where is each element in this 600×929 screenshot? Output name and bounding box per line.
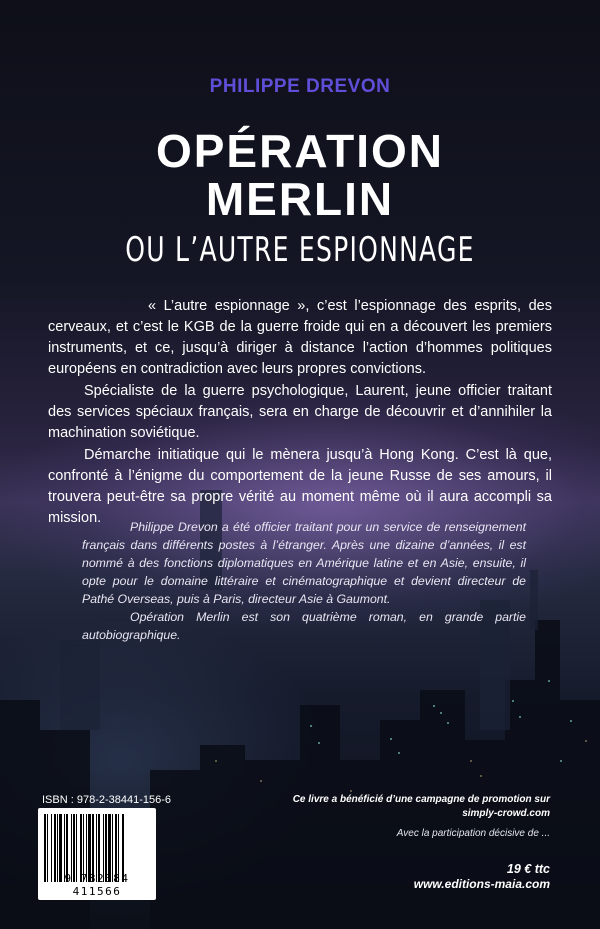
publisher-website: www.editions-maia.com: [413, 877, 550, 891]
book-title-line-1: OPÉRATION: [155, 125, 445, 177]
barcode-number: 9 782384 411566: [64, 872, 130, 898]
promo-note: Ce livre a bénéficié d’une campagne de promotion sur simply-crowd.com: [292, 794, 550, 819]
isbn-barcode: [38, 808, 156, 900]
book-title-line-2: MERLIN: [205, 173, 395, 225]
participation-note: Avec la participation décisive de ...: [396, 828, 550, 839]
author-bio: [82, 518, 526, 644]
synopsis: [48, 296, 552, 530]
synopsis-paragraph: Spécialiste de la guerre psychologique, Laurent, jeune officier traitant des services spéciaux français, sera en charge de découvrir et d’annihiler la machination soviétique.: [48, 383, 552, 441]
synopsis-paragraph: Démarche initiatique qui le mènera jusqu’à Hong Kong. C’est là que, confronté à l’énigme du comportement de la jeune Russe de ses amours, il trouvera peut-être sa propre vérité au moment même où il aura accompli sa mission.: [48, 447, 552, 526]
price: 19 € ttc: [506, 862, 550, 876]
isbn-label: ISBN : 978-2-38441-156-6: [42, 794, 172, 806]
bio-paragraph: Opération Merlin est son quatrième roman, en grande partie autobiographique.: [82, 610, 526, 642]
book-subtitle: OU L’AUTRE ESPIONNAGE: [125, 230, 475, 270]
author-name: PHILIPPE DREVON: [209, 76, 391, 97]
synopsis-paragraph: « L’autre espionnage », c’est l’espionnage des esprits, des cerveaux, et c’est le KGB de la guerre froide qui en a découvert les premiers instruments, et ce, jusqu’à diriger à distance l’action d’hommes politiques européens en contradiction avec leurs propres convictions.: [48, 298, 552, 377]
bio-paragraph: Philippe Drevon a été officier traitant pour un service de renseignement français dans différents postes à l’étranger. Après une dizaine d’années, il est nommé à des fonctions diplomatiques en Amérique latine et en Asie, ensuite, il opte pour le domaine littéraire et cinématographique et devient directeur de Pathé Overseas, puis à Paris, directeur Asie à Gaumont.: [82, 520, 526, 606]
